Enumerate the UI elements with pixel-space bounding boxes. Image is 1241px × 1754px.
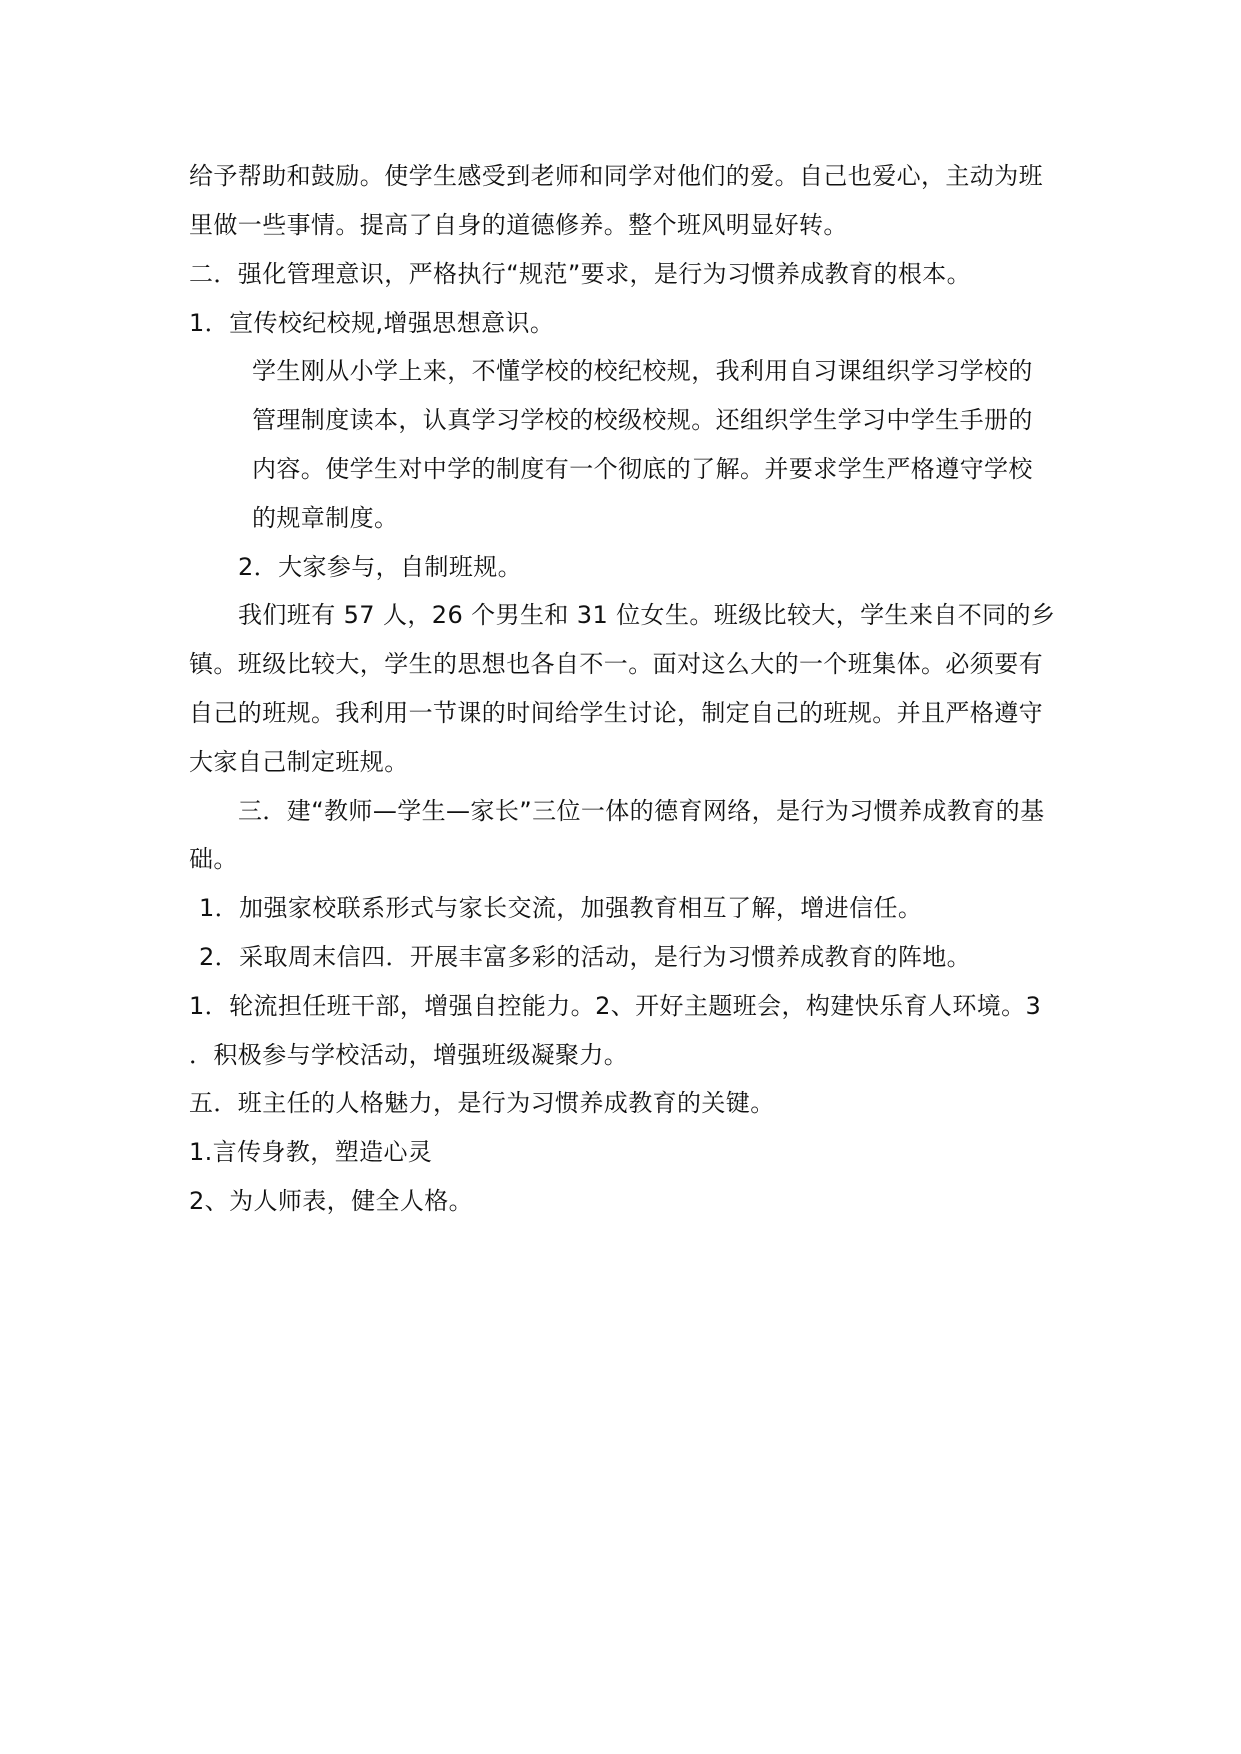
section-heading-3: 三．建“教师—学生—家长”三位一体的德育网络，是行为习惯养成教育的基	[238, 797, 1045, 825]
subheading-5: 1.言传身教，塑造心灵	[189, 1138, 433, 1166]
text-line-10: 我们班有 57 人，26 个男生和 31 位女生。班级比较大，学生来自不同的乡	[238, 601, 1056, 629]
subheading-1: 1．宣传校纪校规,增强思想意识。	[189, 309, 555, 337]
text-line-15: 础。	[189, 845, 238, 873]
subheading-6: 2、为人师表，健全人格。	[189, 1187, 474, 1215]
text-line-6: 管理制度读本，认真学习学校的校级校规。还组织学生学习中学生手册的	[252, 406, 1033, 434]
subheading-2: 2．大家参与，自制班规。	[238, 553, 523, 581]
text-line-12: 自己的班规。我利用一节课的时间给学生讨论，制定自己的班规。并且严格遵守	[189, 699, 1043, 727]
text-line-18: 1．轮流担任班干部，增强自控能力。2、开好主题班会，构建快乐育人环境。3	[189, 992, 1042, 1020]
section-heading-2: 二．强化管理意识，严格执行“规范”要求，是行为习惯养成教育的根本。	[189, 260, 972, 288]
subheading-4: 2．采取周末信四．开展丰富多彩的活动，是行为习惯养成教育的阵地。	[199, 943, 972, 971]
subheading-3: 1．加强家校联系形式与家长交流，加强教育相互了解，增进信任。	[199, 894, 923, 922]
text-line-13: 大家自己制定班规。	[189, 748, 409, 776]
text-line-2: 里做一些事情。提高了自身的道德修养。整个班风明显好转。	[189, 211, 848, 239]
text-line-5: 学生刚从小学上来，不懂学校的校纪校规，我利用自习课组织学习学校的	[252, 357, 1033, 385]
text-line-8: 的规章制度。	[252, 504, 399, 532]
text-line-1: 给予帮助和鼓励。使学生感受到老师和同学对他们的爱。自己也爱心，主动为班	[189, 162, 1043, 190]
text-line-19: ．积极参与学校活动，增强班级凝聚力。	[189, 1041, 629, 1069]
text-line-7: 内容。使学生对中学的制度有一个彻底的了解。并要求学生严格遵守学校	[252, 455, 1033, 483]
section-heading-5: 五．班主任的人格魅力，是行为习惯养成教育的关键。	[189, 1089, 775, 1117]
text-line-11: 镇。班级比较大，学生的思想也各自不一。面对这么大的一个班集体。必须要有	[189, 650, 1043, 678]
